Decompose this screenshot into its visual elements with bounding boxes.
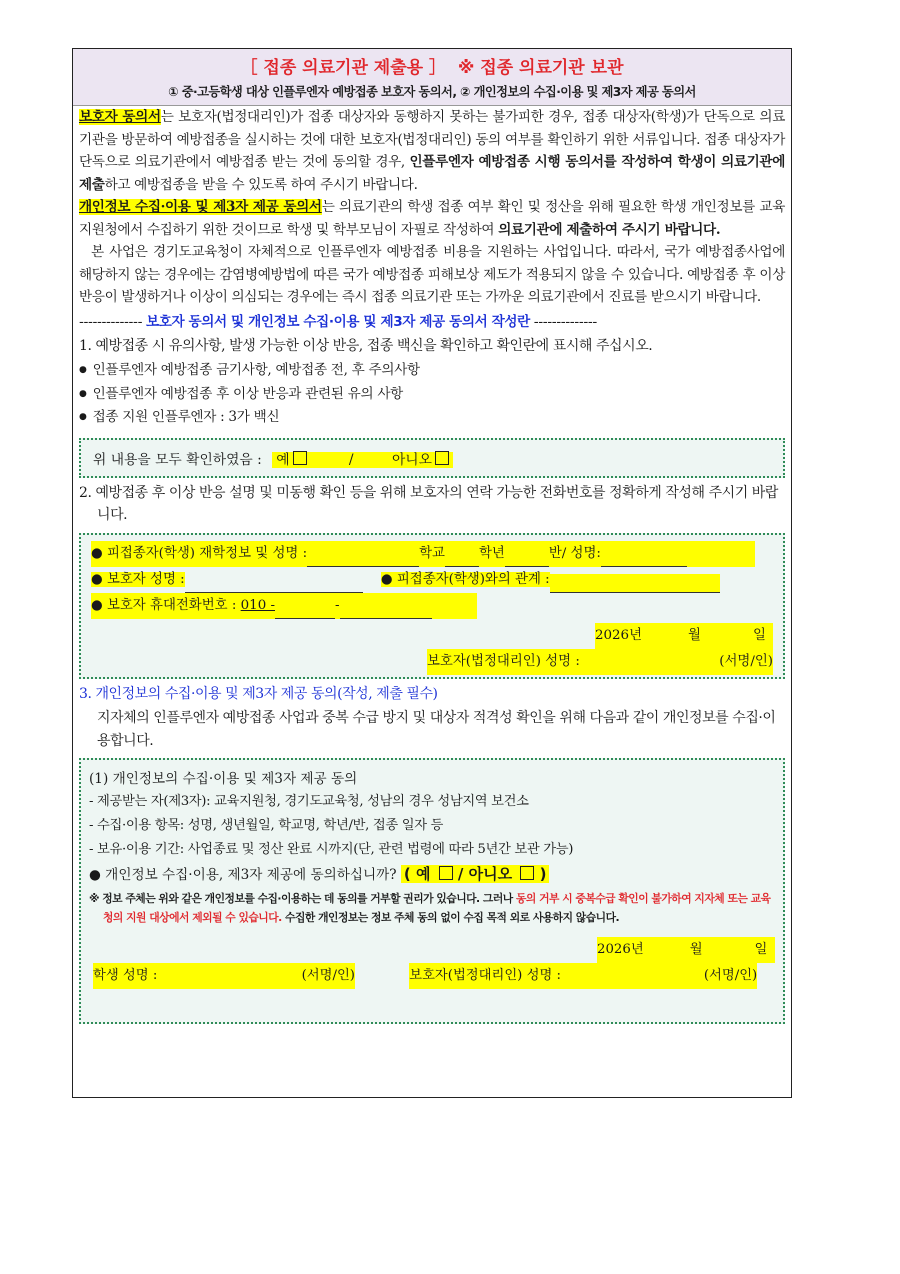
guardian-consent-keyword: 보호자 동의서 bbox=[79, 109, 161, 125]
list-item: - 제공받는 자(제3자): 교육지원청, 경기도교육청, 성남의 경우 성남지역 보건소 bbox=[89, 794, 529, 809]
guardian-sign-label: 보호자(법정대리인) 성명 : bbox=[427, 653, 580, 669]
form-title bbox=[73, 49, 791, 80]
guardian-name-field[interactable] bbox=[185, 574, 363, 593]
consent-no-checkbox[interactable] bbox=[520, 866, 534, 880]
consent-yes-label: ( 예 bbox=[403, 865, 431, 883]
form-header bbox=[73, 49, 791, 106]
intro-paragraph-1 bbox=[79, 106, 785, 196]
intro-paragraph-2 bbox=[79, 196, 785, 241]
section1-question: 1. 예방접종 시 유의사항, 발생 가능한 이상 반응, 접종 백신을 확인하고 확인란에 표시해 주십시오. bbox=[79, 337, 653, 354]
date-row bbox=[91, 623, 773, 649]
phone-row bbox=[91, 593, 773, 619]
intro-emphasis: 인플루엔자 예방접종 시행 동의서를 작성하여 학생이 의료기관에 제출 bbox=[79, 154, 785, 193]
notice-warning: 동의 거부 시 중복수급 확인이 불가하여 지자체 또는 교육청의 지원 대상에서 제외될 수 있습니다. bbox=[103, 892, 771, 924]
consent-close: ) bbox=[539, 865, 547, 883]
student-info-label: ● 피접종자(학생) 재학정보 및 성명 : bbox=[91, 545, 308, 561]
day-label: 일 bbox=[754, 942, 768, 957]
guardian-sign-highlight bbox=[427, 649, 773, 675]
no-label: 아니오 bbox=[391, 451, 432, 468]
privacy-date-highlight bbox=[597, 937, 775, 963]
phone-dash: - bbox=[335, 597, 340, 613]
intro-emphasis: 의료기관에 제출하여 주시기 바랍니다. bbox=[498, 221, 721, 238]
section2-question: 2. 예방접종 후 이상 반응 설명 및 미동행 확인 등을 위해 보호자의 연락 가능한 전화번호를 정확하게 작성해 주시기 바랍니다. bbox=[79, 484, 778, 523]
divider-dashes: -------------- bbox=[533, 313, 597, 330]
section3-title: 3. 개인정보의 수집·이용 및 제3자 제공 동의(작성, 제출 필수) bbox=[79, 685, 438, 702]
student-info-row bbox=[91, 541, 773, 567]
class-name-label: 반/ 성명: bbox=[548, 545, 601, 561]
confirm-choices bbox=[272, 452, 453, 468]
intro-text: 하고 예방접종을 받을 수 있도록 하여 주시기 바랍니다. bbox=[104, 176, 418, 193]
grade-label: 학년 bbox=[478, 545, 505, 561]
guardian-sign-row bbox=[91, 649, 773, 675]
intro-paragraph-3: 본 사업은 경기도교육청이 자체적으로 인플루엔자 예방접종 비용을 지원하는 사업입니다. 따라서, 국가 예방접종사업에 해당하지 않는 경우에는 감염병예방법에 따른 국가 예방접종 피해보상 제도가 적용되지 않을 수 있습니다. 예방접종 후 이상반응이 발생하거나 이상이 의심되는 경우에는 즉시 접종 의료기관 또는 가까운 의료기관에서 진료를 받으시기 바랍니다. bbox=[79, 244, 785, 305]
title-submit-to: ［ 접종 의료기관 제출용 ］ bbox=[240, 58, 446, 78]
intro-text: 는 의료기관의 학생 접종 여부 확인 및 정산을 위해 필요한 학생 개인정보를 교육지원청에서 수집하기 위한 것이므로 학생 및 학부모님이 자필로 작성하여 bbox=[79, 199, 785, 238]
privacy-box bbox=[79, 758, 785, 1024]
notice-text: 수집한 개인정보는 정보 주체 동의 없이 수집 목적 외로 사용하지 않습니다. bbox=[281, 911, 620, 924]
section3-desc: 지자체의 인플루엔자 예방접종 사업과 중복 수급 방지 및 대상자 적격성 확인을 위해 다음과 같이 개인정보를 수집·이용합니다. bbox=[97, 710, 776, 749]
phone-middle-field[interactable] bbox=[275, 600, 335, 619]
divider-label: 보호자 동의서 및 개인정보 수집·이용 및 제3자 제공 동의서 작성란 bbox=[146, 313, 530, 330]
date-highlight bbox=[595, 623, 773, 649]
section-divider bbox=[79, 311, 785, 333]
student-name-field[interactable] bbox=[601, 548, 687, 567]
yes-checkbox[interactable] bbox=[293, 451, 307, 465]
contact-box bbox=[79, 533, 785, 679]
privacy-sign-row bbox=[89, 963, 775, 989]
list-item: ● 접종 지원 인플루엔자 : 3가 백신 bbox=[79, 406, 785, 430]
privacy-notice bbox=[89, 889, 775, 927]
yes-label: 예 bbox=[276, 451, 290, 468]
relation-label: ● 피접종자(학생)와의 관계 : bbox=[380, 571, 550, 587]
consent-question: ● 개인정보 수집·이용, 제3자 제공에 동의하십니까? bbox=[89, 867, 397, 883]
privacy-sub-title: (1) 개인정보의 수집·이용 및 제3자 제공 동의 bbox=[89, 771, 358, 787]
consent-row bbox=[89, 862, 775, 887]
privacy-items bbox=[89, 790, 775, 862]
school-field[interactable] bbox=[307, 548, 419, 567]
intro-text: 는 보호자(법정대리인)가 접종 대상자와 동행하지 못하는 불가피한 경우, 접종 대상자(학생)가 단독으로 의료기관을 방문하여 예방접종을 실시하는 것에 대한 보호자(법정대리인) 동의 여부를 확인하기 위한 서류입니다. 접종 대상자가 단독으로 의료기관에서 예방접종 받는 것에 동의할 경우, bbox=[79, 109, 785, 170]
guardian-sign-highlight bbox=[409, 963, 757, 989]
sign-label: (서명/인) bbox=[719, 653, 773, 669]
grade-field[interactable] bbox=[445, 548, 479, 567]
list-item: - 보유·이용 기간: 사업종료 및 정산 완료 시까지(단, 관련 법령에 따라 5년간 보관 가능) bbox=[89, 842, 574, 857]
notice-text: ※ 정보 주체는 위와 같은 개인정보를 수집·이용하는 데 동의를 거부할 권리가 있습니다. 그러나 bbox=[89, 892, 516, 905]
student-sign-highlight bbox=[93, 963, 355, 989]
guardian-name-label: ● 보호자 성명 : bbox=[91, 571, 185, 587]
school-label: 학교 bbox=[419, 545, 445, 561]
consent-form bbox=[72, 48, 792, 1098]
list-item: ● 인플루엔자 예방접종 후 이상 반응과 관련된 유의 사항 bbox=[79, 383, 785, 407]
year-label: 2026년 bbox=[595, 627, 643, 643]
day-label: 일 bbox=[752, 627, 766, 643]
relation-field[interactable] bbox=[550, 574, 720, 593]
list-item: - 수집·이용 항목: 성명, 생년월일, 학교명, 학년/반, 접종 일자 등 bbox=[89, 818, 444, 833]
consent-no-label: / 아니오 bbox=[457, 865, 513, 883]
class-field[interactable] bbox=[505, 548, 549, 567]
consent-yes-checkbox[interactable] bbox=[439, 866, 453, 880]
confirm-label: 위 내용을 모두 확인하였음 : bbox=[93, 451, 262, 468]
privacy-date-row bbox=[89, 937, 775, 963]
phone-label: ● 보호자 휴대전화번호 : bbox=[91, 597, 237, 613]
guardian-row bbox=[91, 567, 773, 593]
list-item: ● 인플루엔자 예방접종 금기사항, 예방접종 전, 후 주의사항 bbox=[79, 359, 785, 383]
month-label: 월 bbox=[689, 942, 703, 957]
confirm-box bbox=[79, 438, 785, 478]
sign-label: (서명/인) bbox=[301, 968, 355, 983]
student-info-highlight bbox=[91, 541, 755, 567]
phone-last-field[interactable] bbox=[340, 600, 432, 619]
guardian-sign-label: 보호자(법정대리인) 성명 : bbox=[409, 968, 561, 983]
choice-separator: / bbox=[348, 451, 354, 468]
phone-highlight bbox=[91, 593, 477, 619]
month-label: 월 bbox=[688, 627, 701, 643]
consent-choices bbox=[401, 865, 550, 883]
no-checkbox[interactable] bbox=[435, 451, 449, 465]
phone-prefix: 010 - bbox=[240, 597, 275, 613]
student-sign-label: 학생 성명 : bbox=[93, 968, 158, 983]
title-keep-note: ※ 접종 의료기관 보관 bbox=[457, 58, 624, 78]
year-label: 2026년 bbox=[597, 942, 644, 957]
privacy-consent-keyword: 개인정보 수집·이용 및 제3자 제공 동의서 bbox=[79, 199, 322, 215]
sign-label: (서명/인) bbox=[703, 968, 758, 983]
divider-dashes: -------------- bbox=[79, 313, 143, 330]
section1-bullets bbox=[79, 359, 785, 430]
form-subtitle: ① 중·고등학생 대상 인플루엔자 예방접종 보호자 동의서, ② 개인정보의 수집·이용 및 제3자 제공 동의서 bbox=[168, 85, 696, 99]
